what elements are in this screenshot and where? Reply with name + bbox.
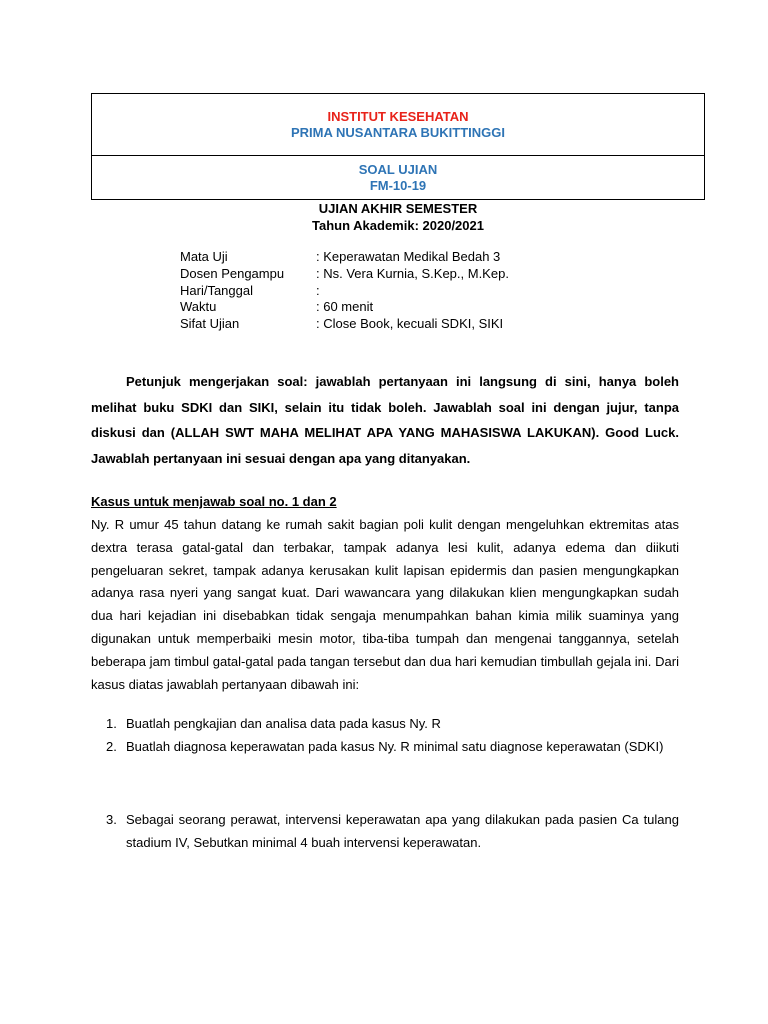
meta-value: : Ns. Vera Kurnia, S.Kep., M.Kep. (316, 265, 509, 281)
meta-row (180, 249, 509, 266)
meta-label: Waktu (180, 299, 217, 315)
case-body: Ny. R umur 45 tahun datang ke rumah sakit bagian poli kulit dengan mengeluhkan ektremitas atas dextra terasa gatal-gatal dan terbakar, tampak adanya lesi kulit, adanya edema dan diikuti pengeluaran sekret, tampak adanya kerusakan kulit lapisan epidermis dan pasien mengungkapkan adanya rasa nyeri yang sangat kuat. Dari wawancara yang dilakukan klien mengungkapkan sudah dua hari kejadian ini disebabkan tidak sengaja menumpahkan bahan kimia milik suaminya yang digunakan untuk memperbaiki mesin motor, tiba-tiba tumpah dan mengenai tanggannya, setelah beberapa jam timbul gatal-gatal pada tangan tersebut dan dua hari kemudian timbullah gejala ini. Dari kasus diatas jawablah pertanyaan dibawah ini: (91, 517, 679, 692)
institution-subname: PRIMA NUSANTARA BUKITTINGGI (290, 124, 505, 140)
question-text: Sebagai seorang perawat, intervensi keperawatan apa yang dilakukan pada pasien Ca tulang stadium IV, Sebutkan minimal 4 buah intervensi keperawatan. (126, 812, 679, 850)
meta-row (180, 299, 509, 316)
meta-row (180, 266, 509, 283)
question-item (91, 809, 679, 855)
instructions-paragraph (91, 369, 679, 471)
meta-value: : (316, 282, 320, 298)
question-number: 3. (106, 812, 117, 827)
institution-block (92, 94, 704, 156)
question-text: Buatlah pengkajian dan analisa data pada kasus Ny. R (126, 716, 441, 731)
meta-label: Hari/Tanggal (180, 282, 253, 298)
meta-label: Mata Uji (180, 249, 228, 264)
institution-name: INSTITUT KESEHATAN (327, 108, 469, 124)
question-item (91, 736, 679, 759)
meta-value: : Keperawatan Medikal Bedah 3 (316, 249, 501, 264)
exam-heading (91, 200, 705, 234)
form-code: FM-10-19 (369, 178, 427, 193)
academic-year: Tahun Akademik: 2020/2021 (312, 218, 484, 233)
meta-label: Dosen Pengampu (180, 265, 285, 281)
meta-row (180, 316, 509, 333)
meta-label: Sifat Ujian (180, 316, 240, 332)
question-item (91, 713, 679, 736)
header-table (91, 93, 705, 200)
case-title: Kasus untuk menjawab soal no. 1 dan 2 (91, 494, 337, 509)
meta-value: : 60 menit (316, 299, 374, 315)
doc-type-block (92, 156, 704, 200)
instructions-text: Petunjuk mengerjakan soal: jawablah pertanyaan ini langsung di sini, hanya boleh melihat buku SDKI dan SIKI, selain itu tidak boleh. Jawablah soal ini dengan jujur, tanpa diskusi dan (ALLAH SWT MAHA MELIHAT APA YANG MAHASISWA LAKUKAN). Good Luck. Jawablah pertanyaan ini sesuai dengan apa yang ditanyakan. (91, 374, 679, 466)
doc-type: SOAL UJIAN (358, 162, 438, 177)
question-number: 2. (106, 739, 117, 754)
exam-title: UJIAN AKHIR SEMESTER (318, 201, 478, 216)
question-text: Buatlah diagnosa keperawatan pada kasus Ny. R minimal satu diagnose keperawatan (SDKI) (126, 739, 664, 754)
meta-row (180, 283, 509, 300)
exam-meta (180, 249, 509, 333)
question-number: 1. (106, 716, 117, 731)
meta-value: : Close Book, kecuali SDKI, SIKI (316, 316, 504, 332)
